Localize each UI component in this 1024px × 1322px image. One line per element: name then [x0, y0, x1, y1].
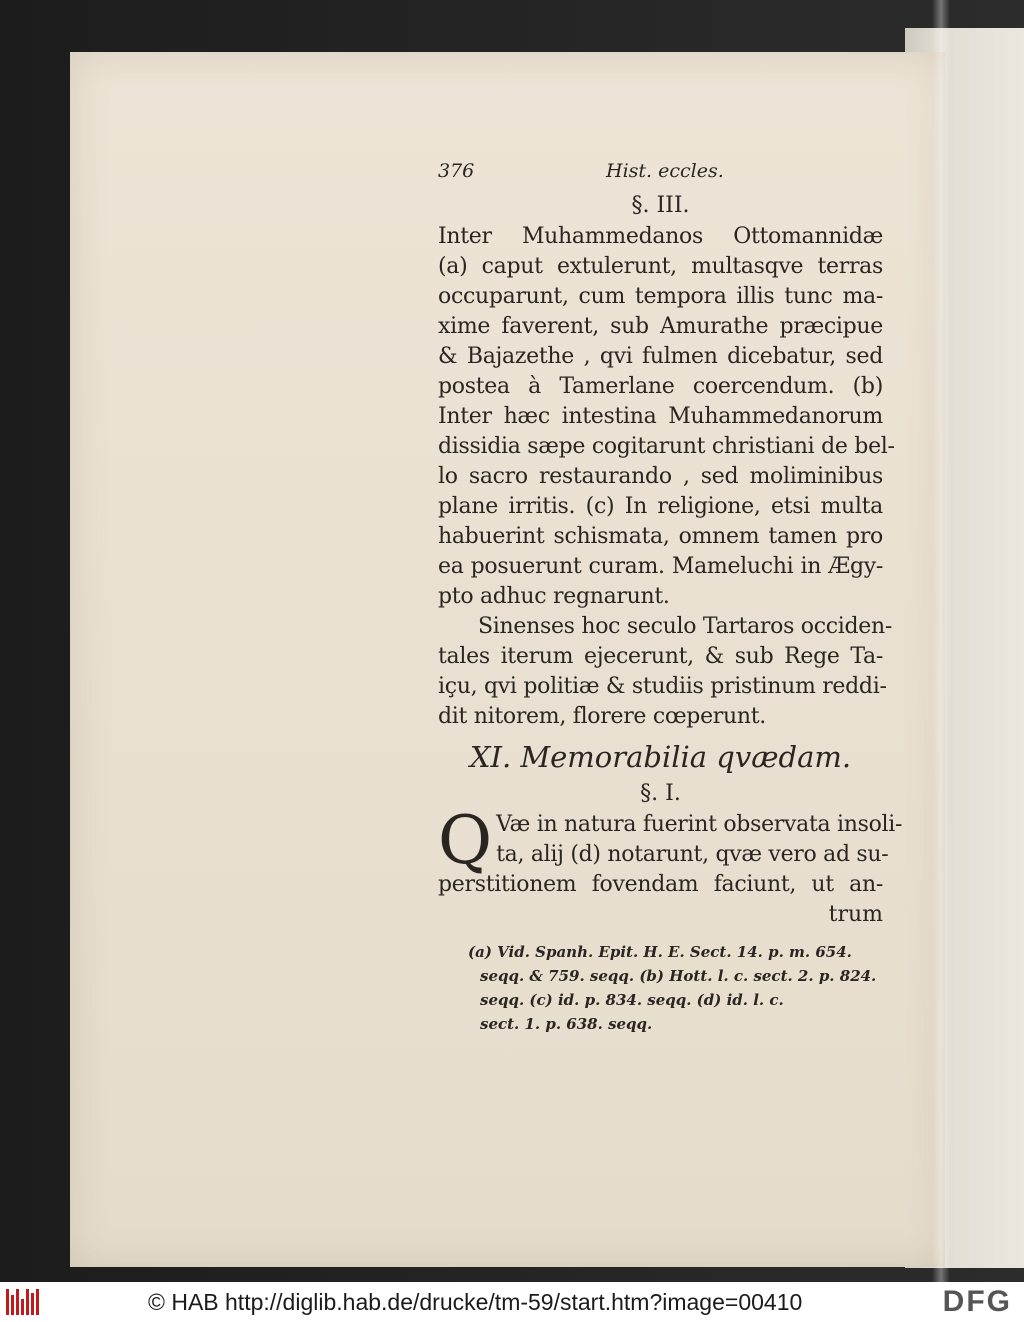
- footnote-line: sect. 1. p. 638. seqq.: [480, 1015, 653, 1033]
- text-line: plane irritis. (c) In religione, etsi multa: [438, 494, 883, 519]
- paragraph-1: [438, 222, 895, 612]
- page-header: [438, 160, 883, 190]
- text-line: xime faverent, sub Amurathe præcipue: [438, 314, 883, 339]
- text-line: Inter Muhammedanos Ottomannidæ: [438, 224, 883, 249]
- text-line: Væ in natura fuerint observata insoli-: [496, 812, 903, 837]
- page-number: 376: [438, 160, 475, 182]
- text-line: Sinenses hoc seculo Tartaros occiden-: [478, 614, 892, 639]
- paragraph-3: [438, 802, 903, 900]
- dfg-logo: DFG: [942, 1285, 1012, 1318]
- glass-reflection: [932, 0, 950, 1282]
- text-line: pto adhuc regnarunt.: [438, 584, 670, 609]
- text-line: lo sacro restaurando , sed moliminibus: [438, 464, 883, 489]
- footnote-line: (a) Vid. Spanh. Epit. H. E. Sect. 14. p. m. 654.: [468, 943, 852, 961]
- text-line: ta, alij (d) notarunt, qvæ vero ad su-: [496, 842, 889, 867]
- text-line: ea posuerunt curam. Mameluchi in Ægy-: [438, 554, 883, 579]
- text-line: dit nitorem, florere cœperunt.: [438, 704, 766, 729]
- text-line: içu, qvi politiæ & studiis pristinum reddi-: [438, 674, 887, 699]
- copyright-url: © HAB http://diglib.hab.de/drucke/tm-59/start.htm?image=00410: [148, 1289, 803, 1315]
- footnote-line: seqq. & 759. seqq. (b) Hott. l. c. sect. 2. p. 824.: [480, 967, 877, 985]
- hab-barcode-logo-icon: [6, 1289, 42, 1315]
- viewer-footer: [0, 1282, 1024, 1322]
- footnote-line: seqq. (c) id. p. 834. seqq. (d) id. l. c.: [480, 991, 784, 1009]
- section-heading-2: §. I.: [640, 781, 681, 806]
- text-line: & Bajazethe , qvi fulmen dicebatur, sed: [438, 344, 883, 369]
- text-line: (a) caput extulerunt, multasqve terras: [438, 254, 883, 279]
- section-heading-1: §. III.: [631, 193, 690, 218]
- catchword: trum: [828, 902, 883, 927]
- text-line: tales iterum ejecerunt, & sub Rege Ta-: [438, 644, 883, 669]
- chapter-title: XI. Memorabilia qvædam.: [469, 740, 852, 774]
- paragraph-2: [438, 612, 892, 732]
- text-line: perstitionem fovendam faciunt, ut an-: [438, 872, 883, 897]
- text-line: Inter hæc intestina Muhammedanorum: [438, 404, 883, 429]
- running-head: Hist. eccles.: [606, 160, 724, 182]
- text-line: dissidia sæpe cogitarunt christiani de bel-: [438, 434, 895, 459]
- footnotes: [438, 940, 883, 1036]
- text-line: postea à Tamerlane coercendum. (b): [438, 374, 883, 399]
- text-line: habuerint schismata, omnem tamen pro: [438, 524, 883, 549]
- page-text: [438, 160, 903, 1036]
- text-line: occuparunt, cum tempora illis tunc ma-: [438, 284, 883, 309]
- drop-cap: Q: [438, 802, 493, 879]
